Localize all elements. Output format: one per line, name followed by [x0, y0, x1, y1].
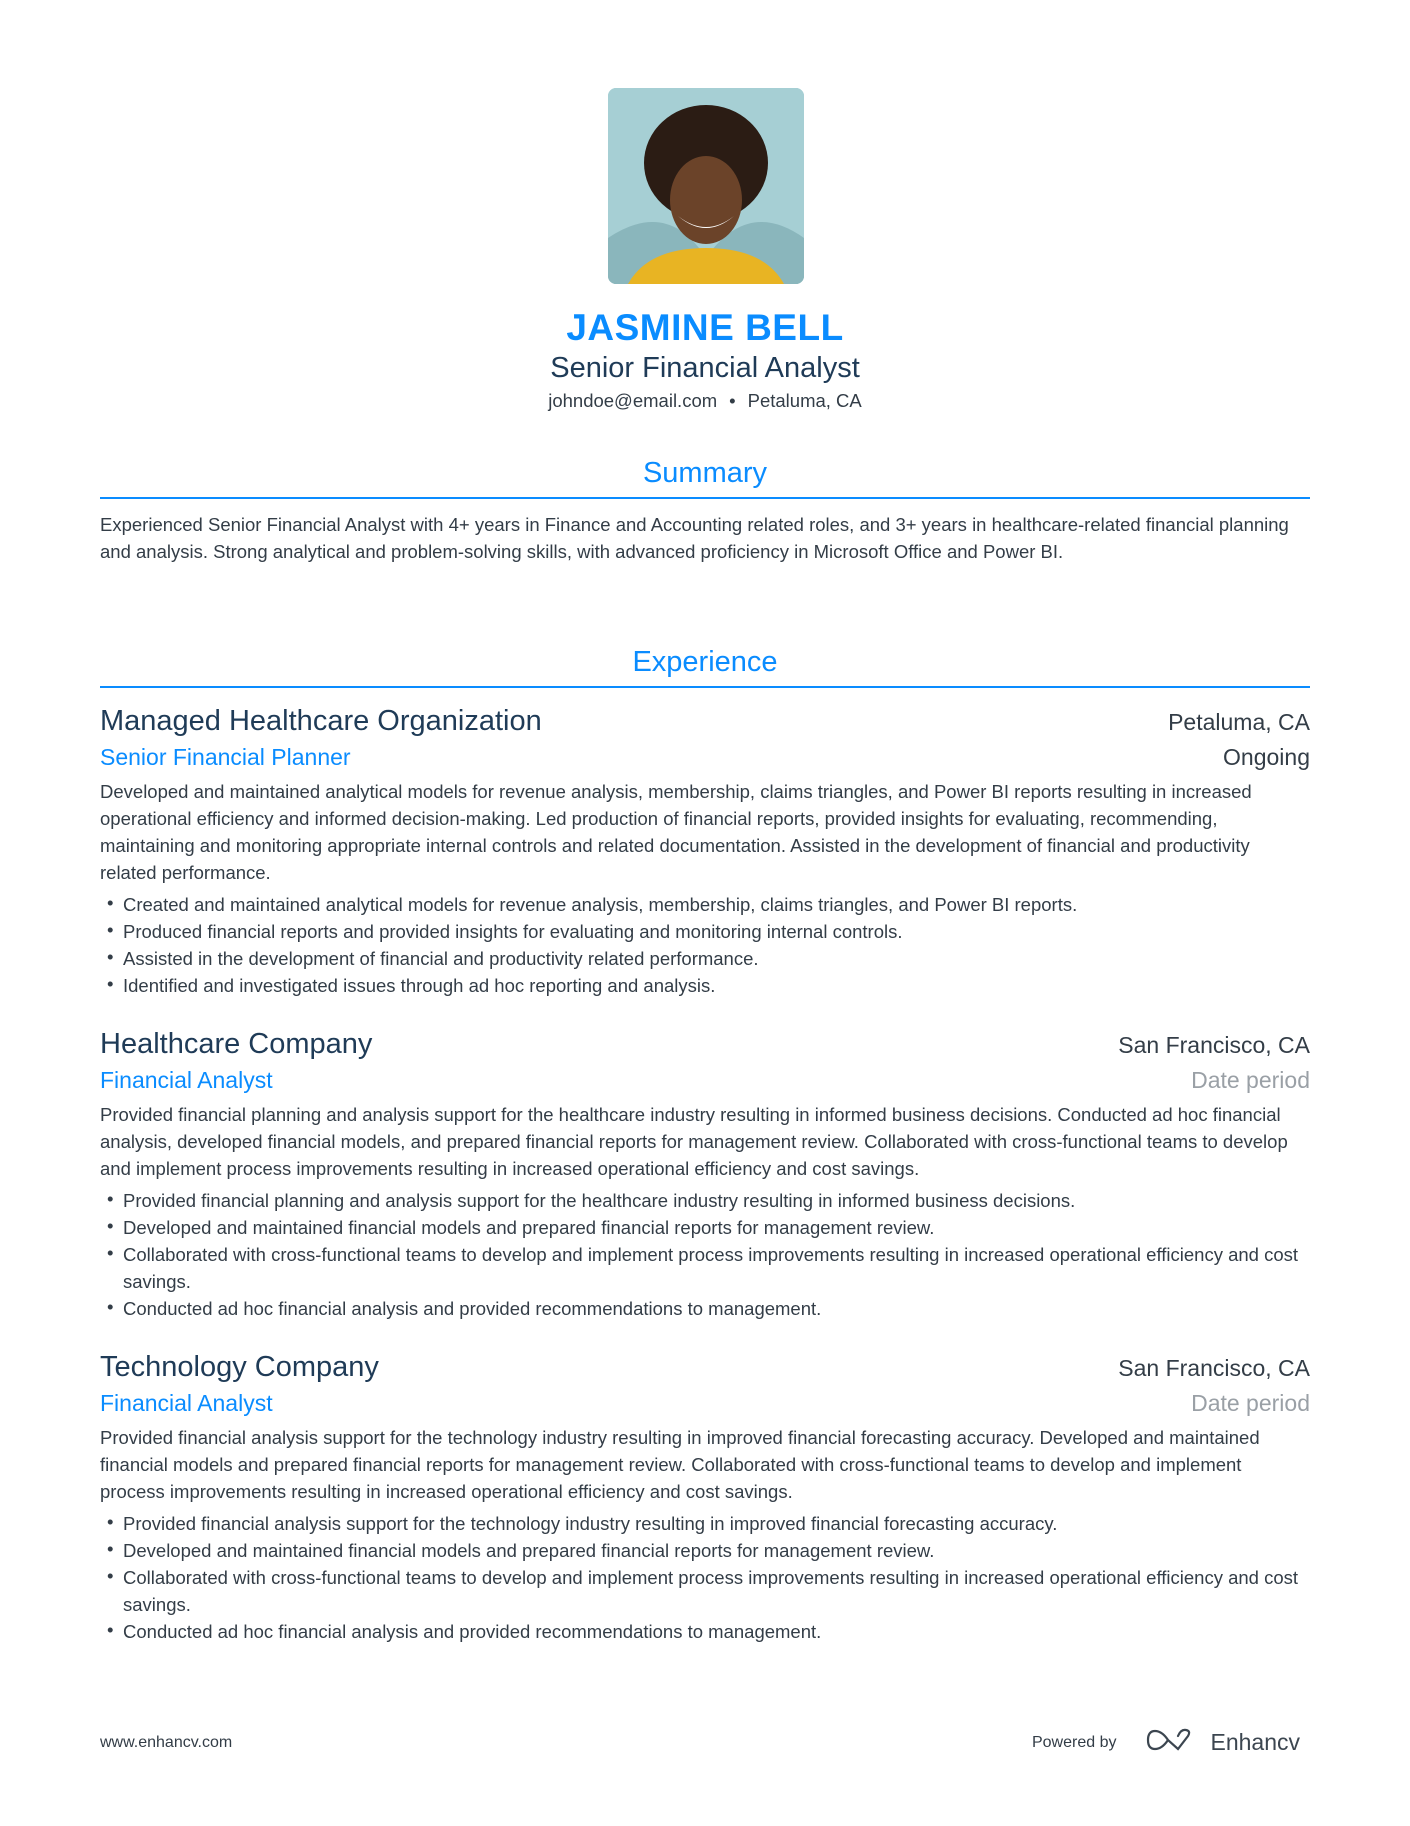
footer [100, 1728, 1300, 1757]
bullet-item: • Developed and maintained financial models and prepared financial reports for management review. [100, 1537, 1310, 1564]
job-bullets [100, 1510, 1310, 1645]
job-description: Provided financial analysis support for the technology industry resulting in improved financial forecasting accuracy. Developed and maintained financial models and prepared financial reports for management review. Collaborated with cross-functional teams to develop and implement process improvements resulting in increased operational efficiency and cost savings. [100, 1427, 1260, 1502]
separator-dot: • [729, 390, 736, 411]
candidate-name: JASMINE BELL [566, 307, 844, 348]
bullet-item: • Created and maintained analytical models for revenue analysis, membership, claims triangles, and Power BI reports. [100, 891, 1310, 918]
job-description: Developed and maintained analytical models for revenue analysis, membership, claims triangles, and Power BI reports resulting in increased operational efficiency and informed decision-making. Led production of financial reports, provided insights for evaluating, recommending, maintaining and monitoring appropriate internal controls and related documentation. Assisted in the development of financial and productivity related performance. [100, 781, 1252, 883]
bullet-item: • Developed and maintained financial models and prepared financial reports for management review. [100, 1214, 1310, 1241]
job-bullets [100, 891, 1310, 999]
bullet-item: • Provided financial planning and analysis support for the healthcare industry resulting in informed business decisions. [100, 1187, 1310, 1214]
job-role: Financial Analyst [100, 1067, 273, 1093]
job-bullets [100, 1187, 1310, 1322]
job-date: Ongoing [1223, 744, 1310, 770]
job-location: Petaluma, CA [1168, 709, 1310, 735]
bullet-item: • Provided financial analysis support for the technology industry resulting in improved financial forecasting accuracy. [100, 1510, 1310, 1537]
experience-section [100, 644, 1310, 1645]
bullet-item: • Assisted in the development of financial and productivity related performance. [100, 945, 1310, 972]
job-location: San Francisco, CA [1118, 1032, 1310, 1058]
job-entry [100, 702, 1310, 999]
section-heading: Summary [100, 455, 1310, 499]
job-date: Date period [1191, 1067, 1310, 1093]
powered-by-label: Powered by [1031, 1733, 1117, 1751]
section-heading: Experience [100, 644, 1310, 688]
bullet-item: • Collaborated with cross-functional teams to develop and implement process improvements resulting in increased operational efficiency and cost savings. [100, 1241, 1310, 1295]
profile-photo [608, 88, 804, 284]
bullet-item: • Conducted ad hoc financial analysis and provided recommendations to management. [100, 1295, 1310, 1322]
location: Petaluma, CA [747, 390, 862, 411]
resume-header [100, 306, 1310, 414]
powered-by [1032, 1728, 1300, 1757]
contact-info [100, 388, 1310, 414]
summary-text: Experienced Senior Financial Analyst with 4+ years in Finance and Accounting related roles, and 3+ years in healthcare-related financial planning and analysis. Strong analytical and problem-solving skills, with advanced proficiency in Microsoft Office and Power BI. [100, 514, 1289, 562]
bullet-item: • Collaborated with cross-functional teams to develop and implement process improvements resulting in increased operational efficiency and cost savings. [100, 1564, 1310, 1618]
company-name: Technology Company [100, 1351, 379, 1383]
job-role: Financial Analyst [100, 1390, 273, 1416]
job-entry [100, 1025, 1310, 1322]
job-role: Senior Financial Planner [100, 744, 351, 770]
company-name: Healthcare Company [100, 1028, 373, 1060]
job-description: Provided financial planning and analysis support for the healthcare industry resulting in informed business decisions. Conducted ad hoc financial analysis, developed financial models, and prepared financial reports for management review. Collaborated with cross-functional teams to develop and implement process improvements resulting in increased operational efficiency and cost savings. [100, 1104, 1288, 1179]
website-link[interactable]: www.enhancv.com [100, 1733, 233, 1751]
company-name: Managed Healthcare Organization [100, 705, 542, 737]
brand-name[interactable]: Enhancv [1210, 1729, 1300, 1755]
email[interactable]: johndoe@email.com [548, 390, 718, 411]
job-date: Date period [1191, 1390, 1310, 1416]
bullet-item: • Identified and investigated issues through ad hoc reporting and analysis. [100, 972, 1310, 999]
summary-section [100, 455, 1310, 565]
bullet-item: • Produced financial reports and provided insights for evaluating and monitoring internal controls. [100, 918, 1310, 945]
candidate-title: Senior Financial Analyst [550, 352, 860, 384]
job-location: San Francisco, CA [1118, 1355, 1310, 1381]
bullet-item: • Conducted ad hoc financial analysis and provided recommendations to management. [100, 1618, 1310, 1645]
job-entry [100, 1348, 1310, 1645]
enhancv-logo-icon [1146, 1728, 1194, 1757]
